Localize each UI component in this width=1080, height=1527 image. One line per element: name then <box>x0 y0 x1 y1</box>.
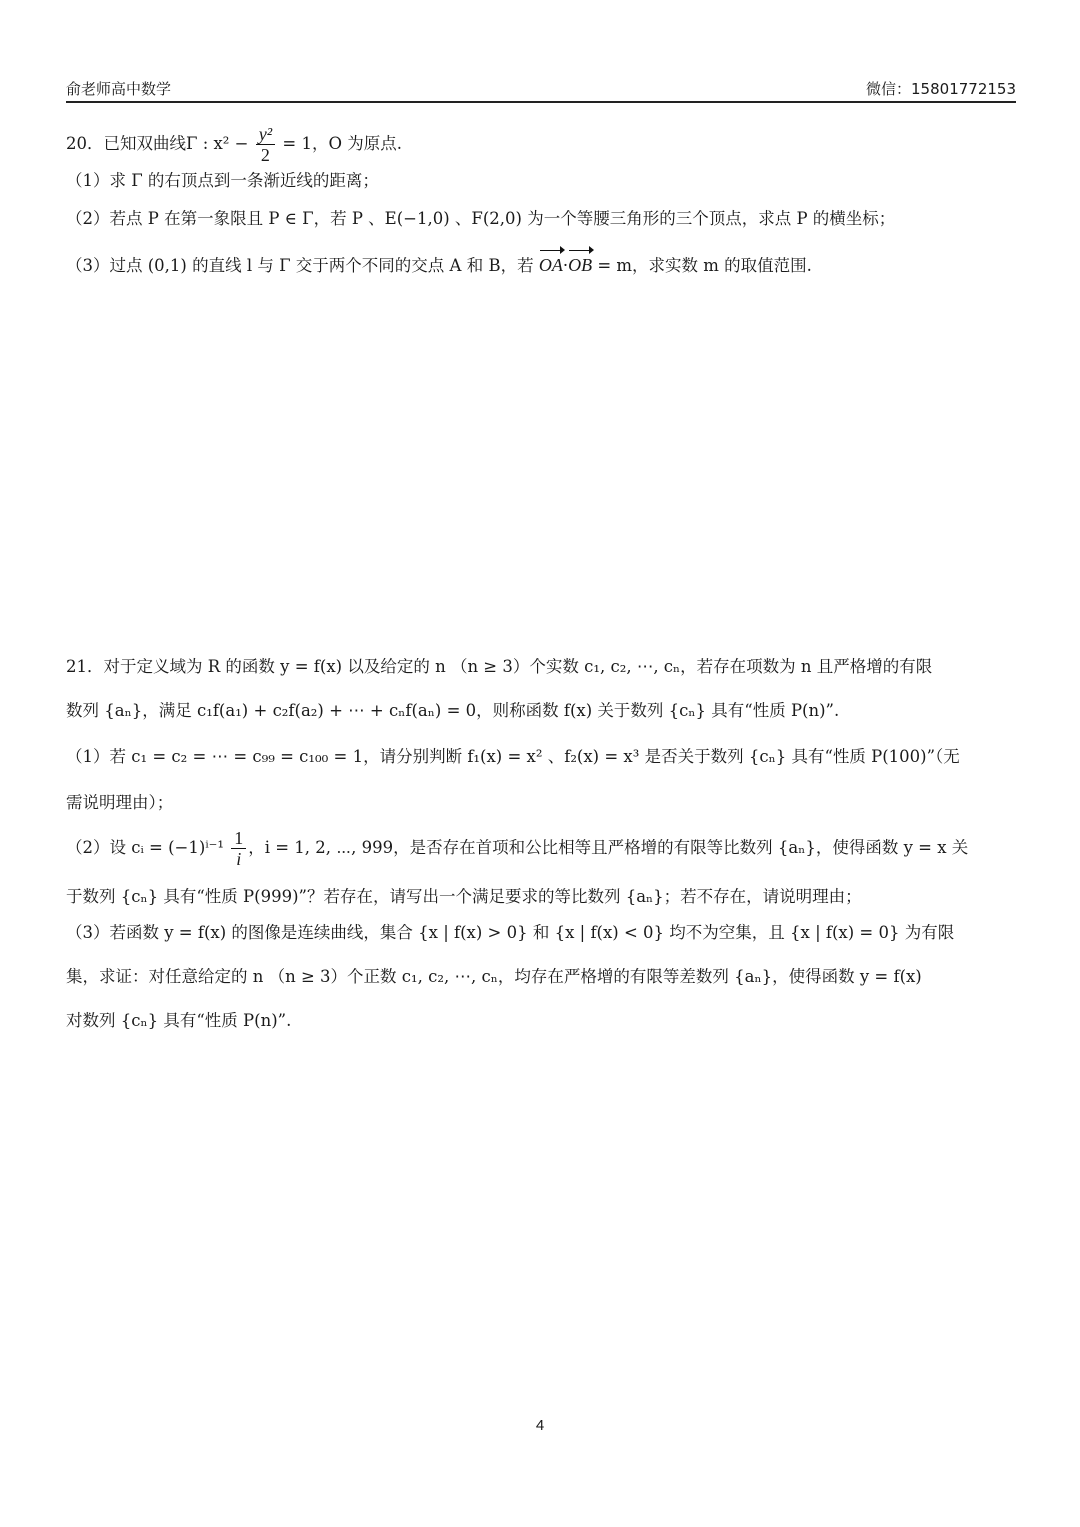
q21-part2-b: ，i = 1, 2, ⋯, 999，是否存在首项和公比相等且严格增的有限等比数列 {aₙ}，使得函数 y = x 关 <box>248 838 969 857</box>
q21-fraction <box>231 828 246 869</box>
q21-part2-a: （2）设 cᵢ = (−1)ⁱ⁻¹ <box>66 838 230 857</box>
q20-part3-b: = m，求实数 m 的取值范围. <box>592 256 812 275</box>
q21-part1-line1: （1）若 c₁ = c₂ = ⋯ = c₉₉ = c₁₀₀ = 1，请分别判断 f₁(x) = x² 、f₂(x) = x³ 是否关于数列 {cₙ} 具有“性质 P(100)”（无 <box>66 747 960 766</box>
q20-part1: （1）求 Γ 的右顶点到一条渐近线的距离； <box>66 171 379 190</box>
q20-part3-a: （3）过点 (0,1) 的直线 l 与 Γ 交于两个不同的交点 A 和 B，若 <box>66 256 539 275</box>
header-title: 俞老师高中数学 <box>66 80 172 98</box>
q21-part2-line1 <box>66 828 1018 869</box>
page-number: 4 <box>535 1417 545 1434</box>
q21-part3-line2: 集，求证：对任意给定的 n （n ≥ 3）个正数 c₁, c₂, ⋯, cₙ，均存在严格增的有限等差数列 {aₙ}，使得函数 y = f(x) <box>66 967 922 986</box>
q21-frac-num: 1 <box>231 828 246 849</box>
vector-ob: OB <box>568 255 593 275</box>
q20-part2: （2）若点 P 在第一象限且 P ∈ Γ，若 P 、E(−1,0) 、F(2,0) 为一个等腰三角形的三个顶点，求点 P 的横坐标； <box>66 209 896 228</box>
q20-frac-num: y² <box>256 124 275 145</box>
vector-oa: OA <box>538 255 563 275</box>
q20-fraction <box>256 124 275 165</box>
q20-number: 20． <box>66 134 104 153</box>
q21-part1-line2: 需说明理由）； <box>66 793 174 812</box>
q21-stem-line2: 数列 {aₙ}，满足 c₁f(a₁) + c₂f(a₂) + ⋯ + cₙf(aₙ) = 0，则称函数 f(x) 关于数列 {cₙ} 具有“性质 P(n)”. <box>66 701 840 720</box>
q21-stem-line1: 21．对于定义域为 R 的函数 y = f(x) 以及给定的 n （n ≥ 3）个实数 c₁, c₂, ⋯, cₙ，若存在项数为 n 且严格增的有限 <box>66 657 933 676</box>
q21-part2-line2: 于数列 {cₙ} 具有“性质 P(999)”？若存在，请写出一个满足要求的等比数列 {aₙ}；若不存在，请说明理由； <box>66 887 862 906</box>
dot-symbol: · <box>562 256 569 275</box>
header-rule <box>66 101 1016 103</box>
q20-stem <box>66 124 1018 165</box>
q21-part3-line1: （3）若函数 y = f(x) 的图像是连续曲线，集合 {x | f(x) > 0} 和 {x | f(x) < 0} 均不为空集，且 {x | f(x) = 0} 为有限 <box>66 923 955 942</box>
q21-part3-line3: 对数列 {cₙ} 具有“性质 P(n)”. <box>66 1011 292 1030</box>
header-wechat: 微信：15801772153 <box>866 80 1016 98</box>
q20-stem-b: = 1，O 为原点. <box>277 134 402 153</box>
q20-part3 <box>66 254 1018 277</box>
q20-frac-den: 2 <box>260 145 270 165</box>
q21-frac-den: i <box>236 849 242 869</box>
page-header <box>66 78 1016 102</box>
q20-stem-a: 已知双曲线Γ : x² − <box>103 134 254 153</box>
